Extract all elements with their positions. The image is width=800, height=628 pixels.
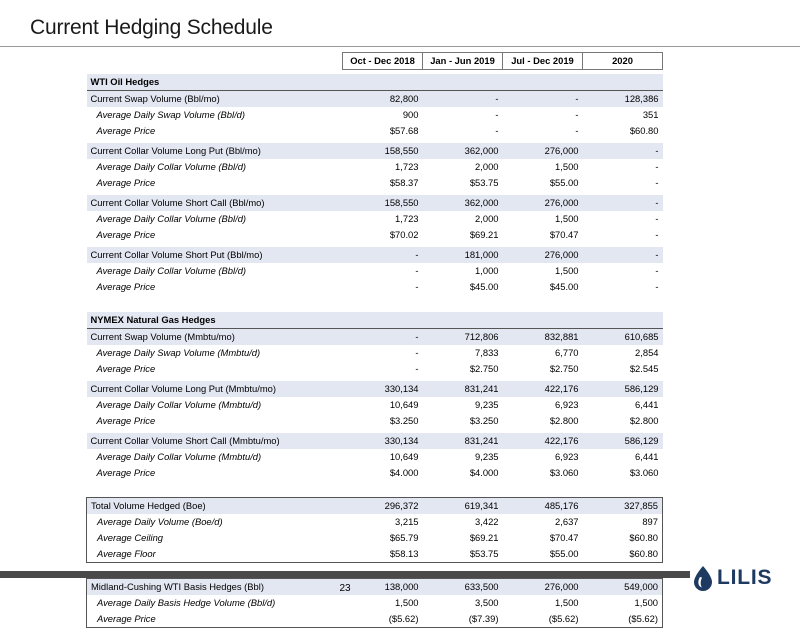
section-header: [87, 74, 663, 91]
row-value: $60.80: [629, 124, 659, 136]
page-title: Current Hedging Schedule: [30, 16, 273, 39]
footer-bar: [0, 571, 690, 578]
table-row: [87, 143, 663, 159]
gap-cell: [87, 296, 663, 312]
table-row: [87, 465, 663, 481]
table-row: [87, 175, 663, 191]
table-row: [87, 361, 663, 377]
row-value: 330,134: [343, 433, 423, 449]
table-row: [87, 397, 663, 413]
row-label: Average Daily Collar Volume (Mmbtu/d): [96, 451, 262, 463]
row-value: $3.250: [469, 414, 499, 426]
row-value: 1,500: [555, 160, 579, 172]
row-value: 2,000: [475, 213, 499, 225]
gap-row: [87, 481, 663, 497]
row-value: 158,550: [343, 195, 423, 211]
row-value: $45.00: [549, 281, 579, 293]
row-value: 1,723: [395, 213, 419, 225]
row-value: $70.47: [549, 229, 579, 241]
row-value: 276,000: [503, 578, 583, 595]
row-value: -: [655, 229, 659, 241]
table-row: [87, 449, 663, 465]
page-number: 23: [339, 583, 351, 594]
header-corner: [87, 53, 343, 70]
row-value: $55.00: [549, 176, 579, 188]
table-row: [87, 328, 663, 345]
row-value: 1,723: [395, 160, 419, 172]
row-label: Average Daily Swap Volume (Mmbtu/d): [96, 346, 261, 358]
row-value: 362,000: [423, 143, 503, 159]
table-row: [87, 195, 663, 211]
row-value: $57.68: [389, 124, 419, 136]
row-value: 158,550: [343, 143, 423, 159]
row-value: 2,854: [635, 346, 659, 358]
brand-name: LILIS: [717, 566, 773, 589]
row-label: Current Collar Volume Short Put (Bbl/mo): [87, 247, 343, 263]
row-value: $58.13: [343, 546, 423, 563]
row-value: 633,500: [423, 578, 503, 595]
row-value: 712,806: [423, 328, 503, 345]
row-label: Total Volume Hedged (Boe): [87, 497, 343, 514]
row-value: 831,241: [423, 433, 503, 449]
row-label: Average Daily Basis Hedge Volume (Bbl/d): [87, 595, 343, 611]
table-row: [87, 123, 663, 139]
row-value: 327,855: [583, 497, 663, 514]
row-label: Average Daily Volume (Boe/d): [87, 514, 343, 530]
row-value: $55.00: [503, 546, 583, 563]
row-value: $3.060: [549, 467, 579, 479]
row-value: -: [343, 247, 423, 263]
row-label: Average Price: [96, 124, 156, 136]
row-label: Average Price: [96, 176, 156, 188]
table-row: [87, 433, 663, 449]
row-value: -: [423, 90, 503, 107]
row-value: 276,000: [503, 195, 583, 211]
table-row: [87, 211, 663, 227]
row-label: Average Daily Swap Volume (Bbl/d): [96, 108, 246, 120]
table-row: [87, 227, 663, 243]
section-title: WTI Oil Hedges: [87, 74, 663, 91]
row-value: $53.75: [423, 546, 503, 563]
table-row: [87, 345, 663, 361]
row-label: Average Price: [96, 229, 156, 241]
row-value: 3,500: [475, 597, 499, 609]
gap-cell: [87, 481, 663, 497]
hedging-schedule-table: [86, 52, 663, 628]
row-label: Current Collar Volume Short Call (Bbl/mo): [87, 195, 343, 211]
column-header-jan-jun-2019: Jan - Jun 2019: [423, 53, 503, 70]
table-row: [87, 159, 663, 175]
row-value: 6,923: [555, 451, 579, 463]
row-value: 276,000: [503, 247, 583, 263]
row-value: 6,770: [555, 346, 579, 358]
column-header-jul-dec-2019: Jul - Dec 2019: [503, 53, 583, 70]
table-row: [87, 263, 663, 279]
row-value: $3.060: [629, 467, 659, 479]
row-label: Average Daily Collar Volume (Bbl/d): [96, 160, 247, 172]
section-title: NYMEX Natural Gas Hedges: [87, 312, 663, 329]
row-value: 586,129: [583, 433, 663, 449]
row-value: $2.750: [549, 362, 579, 374]
row-label: Average Daily Collar Volume (Bbl/d): [96, 265, 247, 277]
row-value: 6,441: [635, 451, 659, 463]
row-value: 128,386: [583, 90, 663, 107]
row-value: 2,637: [555, 515, 579, 527]
row-value: 3,422: [475, 515, 499, 527]
row-value: 610,685: [583, 328, 663, 345]
row-value: -: [583, 143, 663, 159]
row-label: Average Price: [96, 467, 156, 479]
brand-logo: [690, 562, 800, 594]
row-value: $70.02: [389, 229, 419, 241]
row-value: -: [415, 281, 419, 293]
table-row: [87, 611, 663, 628]
row-value: $65.79: [389, 531, 419, 543]
table-row: [87, 381, 663, 397]
table-row: [87, 413, 663, 429]
row-value: $60.80: [583, 546, 663, 563]
column-header-2020: 2020: [583, 53, 663, 70]
row-value: $2.800: [629, 414, 659, 426]
row-value: 7,833: [475, 346, 499, 358]
table-row: [87, 514, 663, 530]
row-value: -: [655, 160, 659, 172]
row-value: 276,000: [503, 143, 583, 159]
row-value: $45.00: [469, 281, 499, 293]
title-divider: [0, 46, 800, 47]
row-value: ($5.62): [583, 611, 663, 628]
row-value: $2.545: [629, 362, 659, 374]
row-value: 1,000: [475, 265, 499, 277]
row-value: 586,129: [583, 381, 663, 397]
row-label: Midland-Cushing WTI Basis Hedges (Bbl): [87, 578, 343, 595]
section-header: [87, 312, 663, 329]
row-value: -: [583, 195, 663, 211]
row-value: 6,441: [635, 398, 659, 410]
column-header-oct-dec-2018: Oct - Dec 2018: [343, 53, 423, 70]
row-label: Average Price: [96, 362, 156, 374]
row-value: ($5.62): [343, 611, 423, 628]
row-value: 9,235: [475, 398, 499, 410]
row-value: -: [415, 362, 419, 374]
row-value: $4.000: [469, 467, 499, 479]
row-value: 897: [583, 514, 663, 530]
row-value: -: [655, 281, 659, 293]
row-label: Current Swap Volume (Bbl/mo): [87, 90, 343, 107]
row-value: 1,500: [555, 597, 579, 609]
row-value: $69.21: [469, 531, 499, 543]
table-row: [87, 497, 663, 514]
gap-row: [87, 296, 663, 312]
row-value: 330,134: [343, 381, 423, 397]
row-value: $3.250: [389, 414, 419, 426]
row-value: 138,000: [343, 578, 423, 595]
row-value: 485,176: [503, 497, 583, 514]
row-value: 82,800: [343, 90, 423, 107]
table-row: [87, 530, 663, 546]
row-value: $60.80: [583, 530, 663, 546]
row-value: -: [575, 124, 579, 136]
row-value: -: [343, 328, 423, 345]
row-label: Average Price: [96, 414, 156, 426]
row-value: 1,500: [555, 213, 579, 225]
row-value: -: [575, 108, 579, 120]
row-value: 900: [402, 108, 419, 120]
row-value: -: [655, 265, 659, 277]
table-row: [87, 247, 663, 263]
row-value: 619,341: [423, 497, 503, 514]
row-value: 9,235: [475, 451, 499, 463]
table-row: [87, 279, 663, 295]
row-value: 10,649: [389, 398, 419, 410]
row-value: $58.37: [389, 176, 419, 188]
column-header-row: [87, 53, 663, 70]
row-value: -: [415, 265, 419, 277]
table-row: [87, 107, 663, 123]
row-value: 549,000: [583, 578, 663, 595]
row-label: Average Price: [96, 281, 156, 293]
row-value: -: [655, 213, 659, 225]
row-value: 422,176: [503, 433, 583, 449]
row-value: 2,000: [475, 160, 499, 172]
row-value: $4.000: [389, 467, 419, 479]
row-value: 1,500: [395, 597, 419, 609]
row-label: Current Swap Volume (Mmbtu/mo): [87, 328, 343, 345]
row-label: Average Floor: [87, 546, 343, 563]
table-row: [87, 90, 663, 107]
row-value: 1,500: [555, 265, 579, 277]
row-value: 832,881: [503, 328, 583, 345]
row-value: 296,372: [343, 497, 423, 514]
row-label: Current Collar Volume Long Put (Bbl/mo): [87, 143, 343, 159]
row-value: -: [503, 90, 583, 107]
row-value: -: [495, 124, 499, 136]
row-value: 181,000: [423, 247, 503, 263]
row-value: 3,215: [395, 515, 419, 527]
row-label: Average Ceiling: [87, 530, 343, 546]
row-value: 10,649: [389, 451, 419, 463]
table-row: [87, 595, 663, 611]
row-label: Current Collar Volume Long Put (Mmbtu/mo): [87, 381, 343, 397]
row-value: ($5.62): [503, 611, 583, 628]
row-value: -: [415, 346, 419, 358]
row-label: Average Daily Collar Volume (Mmbtu/d): [96, 398, 262, 410]
table-row: [87, 546, 663, 563]
row-value: 831,241: [423, 381, 503, 397]
row-value: 422,176: [503, 381, 583, 397]
row-label: Average Daily Collar Volume (Bbl/d): [96, 213, 247, 225]
row-label: Average Price: [87, 611, 343, 628]
row-value: -: [495, 108, 499, 120]
row-label: Current Collar Volume Short Call (Mmbtu/mo): [87, 433, 343, 449]
row-value: ($7.39): [423, 611, 503, 628]
row-value: -: [655, 176, 659, 188]
row-value: 6,923: [555, 398, 579, 410]
row-value: -: [583, 247, 663, 263]
row-value: $69.21: [469, 229, 499, 241]
hedging-schedule-body: [87, 53, 663, 628]
row-value: $70.47: [549, 531, 579, 543]
row-value: 362,000: [423, 195, 503, 211]
row-value: $53.75: [469, 176, 499, 188]
row-value: 351: [642, 108, 659, 120]
oil-drop-icon: [692, 565, 714, 591]
row-value: $2.800: [549, 414, 579, 426]
row-value: $2.750: [469, 362, 499, 374]
row-value: 1,500: [583, 595, 663, 611]
